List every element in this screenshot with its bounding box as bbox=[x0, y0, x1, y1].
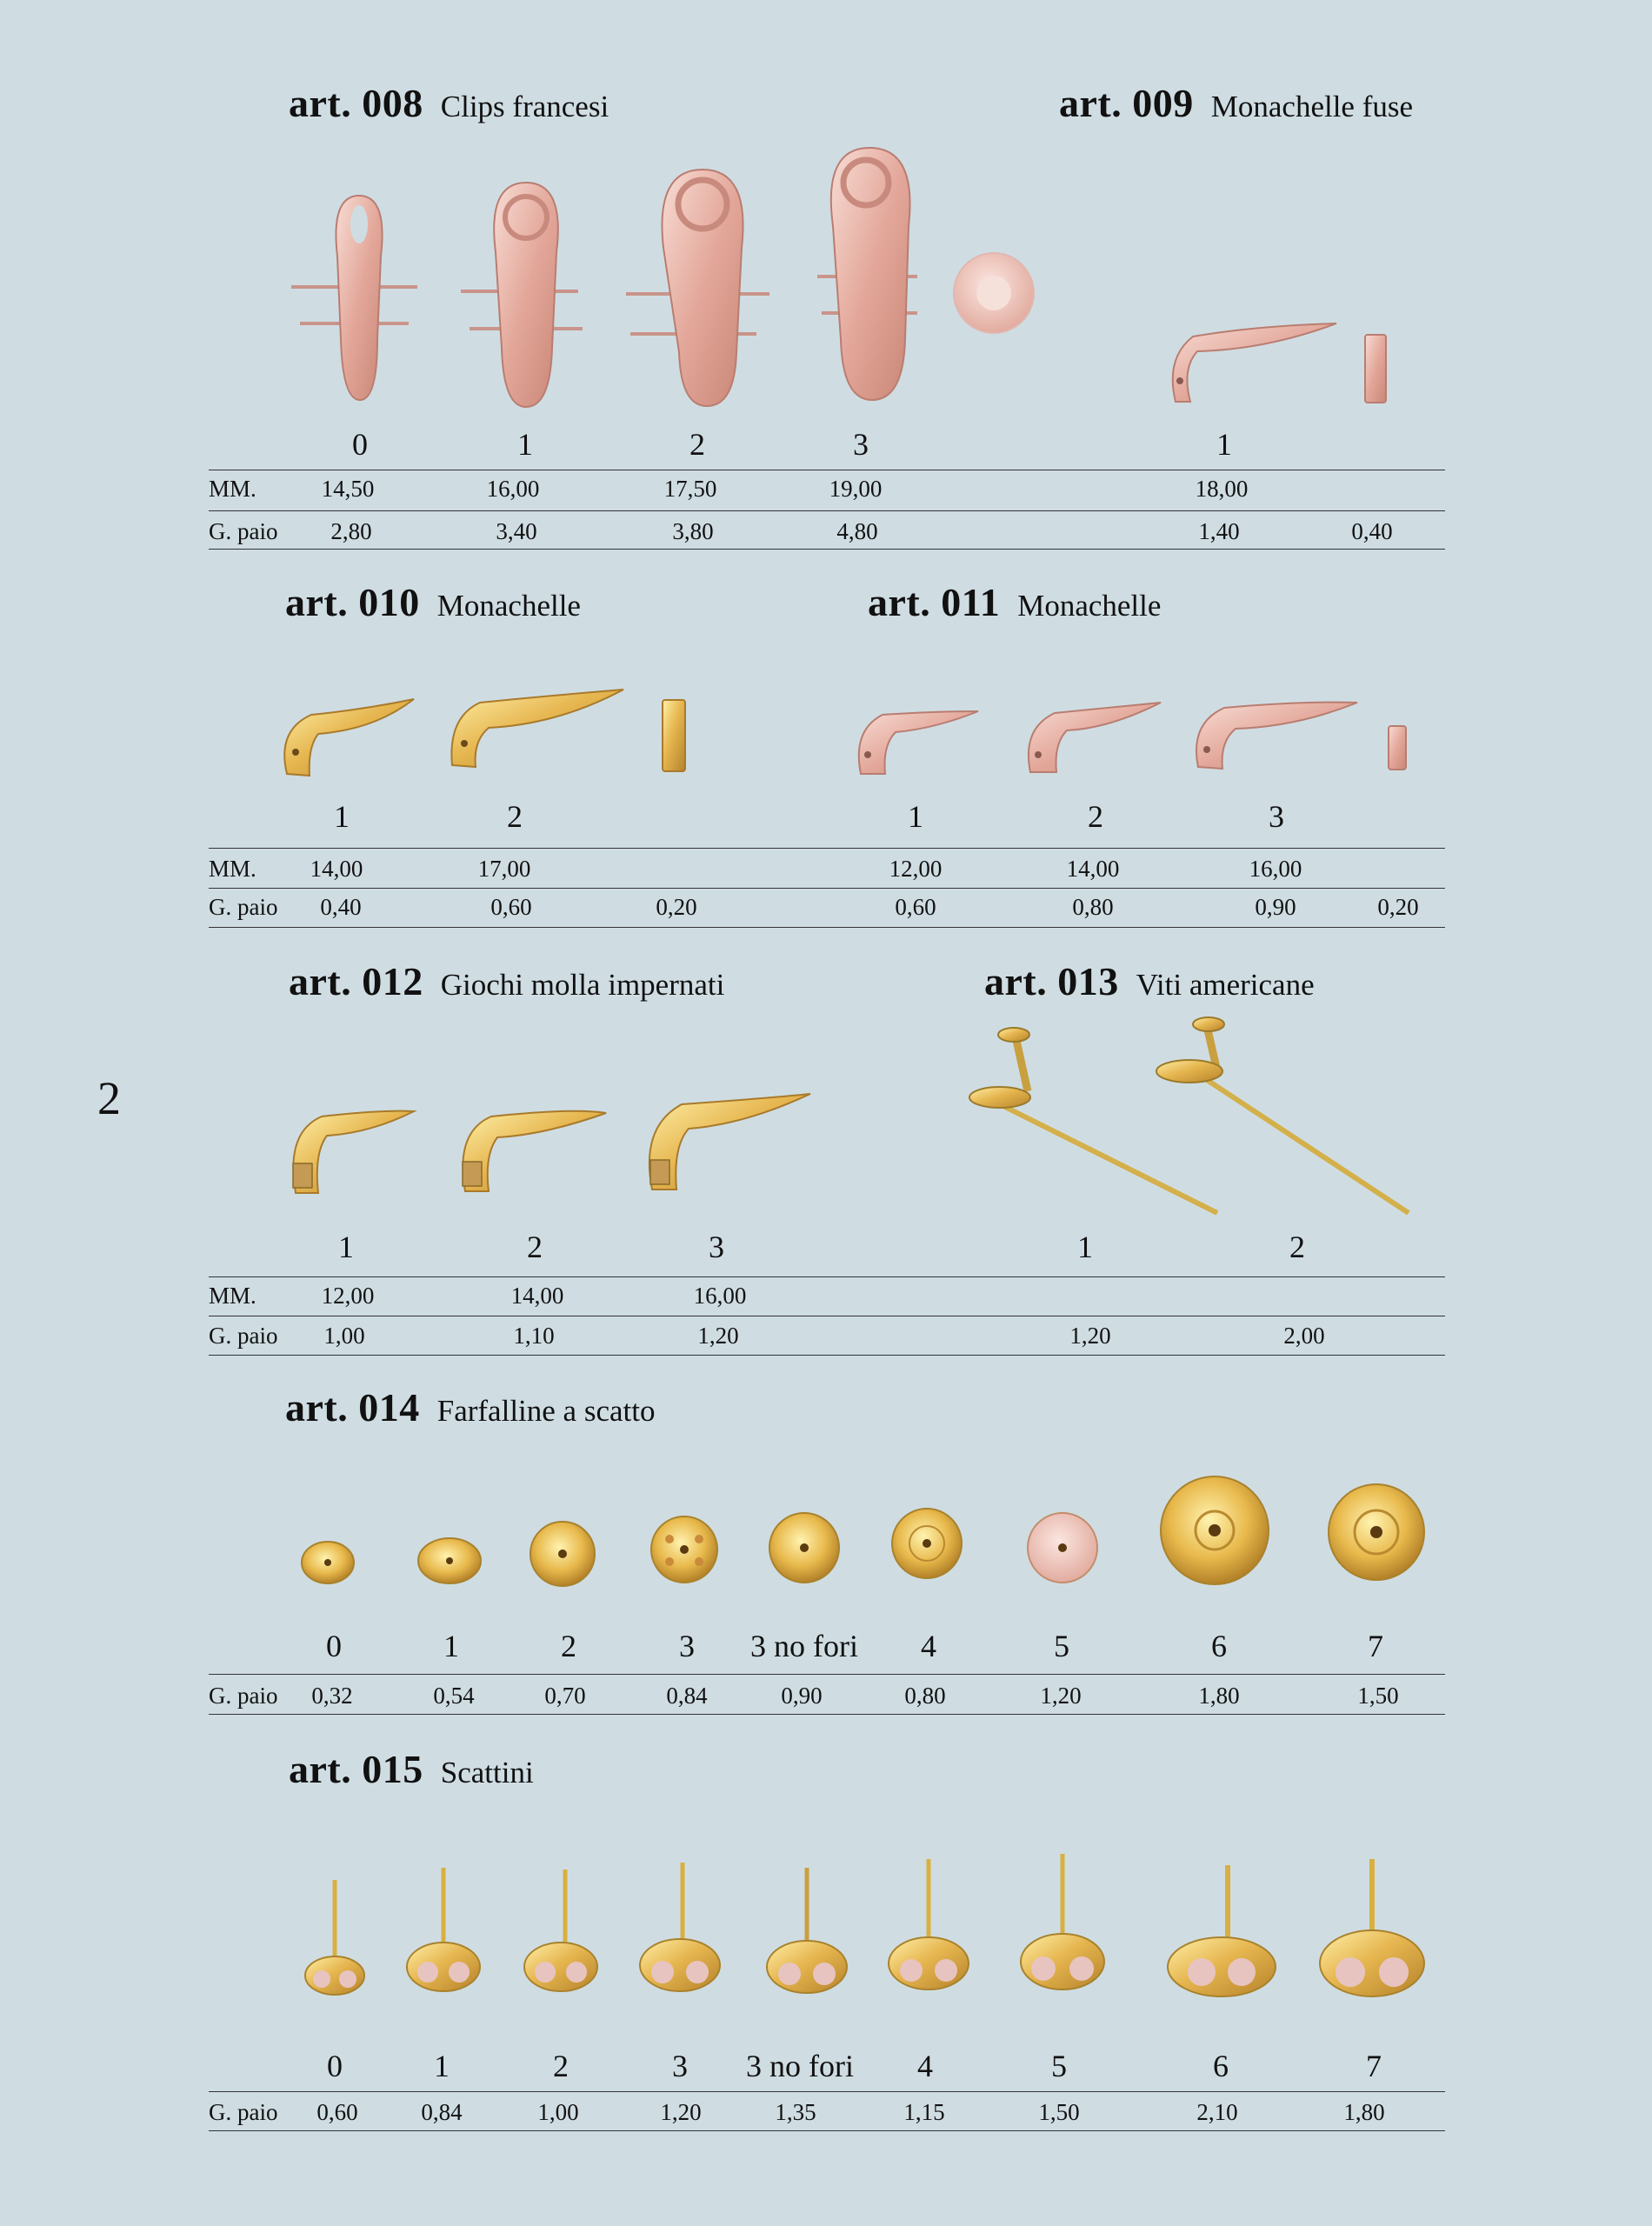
weight-value: 1,20 bbox=[1069, 1323, 1111, 1349]
clip-1-image bbox=[461, 183, 583, 407]
weight-value: 0,90 bbox=[781, 1683, 823, 1709]
weight-value: 2,00 bbox=[1283, 1323, 1325, 1349]
weight-value: 1,80 bbox=[1343, 2099, 1385, 2125]
mm-value: 19,00 bbox=[829, 476, 883, 502]
mm-value: 17,50 bbox=[663, 476, 717, 502]
section-title-art011 bbox=[868, 579, 1161, 625]
monachella-010-2-image bbox=[451, 690, 623, 767]
weight-value: 0,80 bbox=[904, 1683, 946, 1709]
monachella-011-1-image bbox=[859, 711, 978, 774]
weight-value: 0,60 bbox=[490, 894, 532, 920]
monachella-fusa-clasp-image bbox=[1365, 335, 1386, 403]
size-index: 1 bbox=[334, 799, 350, 834]
table-rule bbox=[209, 510, 1445, 511]
table-rule bbox=[209, 2091, 1445, 2092]
scattino-7-image bbox=[1320, 1859, 1424, 1996]
weight-value: 0,84 bbox=[666, 1683, 708, 1709]
weight-value: 0,40 bbox=[1351, 518, 1393, 544]
weight-value: 0,20 bbox=[656, 894, 697, 920]
weight-value: 0,84 bbox=[421, 2099, 463, 2125]
size-index: 4 bbox=[921, 1629, 936, 1663]
size-index: 2 bbox=[527, 1230, 543, 1264]
farfallina-5-image bbox=[1028, 1513, 1097, 1583]
size-index: 1 bbox=[443, 1629, 459, 1663]
table-rule bbox=[209, 1674, 1445, 1675]
size-index: 6 bbox=[1211, 1629, 1227, 1663]
monachella-fusa-1-image bbox=[1173, 323, 1336, 402]
weight-value: 1,40 bbox=[1198, 518, 1240, 544]
farfallina-3-image bbox=[651, 1516, 717, 1583]
section-title-art010 bbox=[285, 579, 581, 625]
mm-value: 14,00 bbox=[310, 856, 363, 882]
size-index: 2 bbox=[1088, 799, 1103, 834]
mm-value: 18,00 bbox=[1195, 476, 1249, 502]
mm-value: 16,00 bbox=[693, 1283, 747, 1309]
article-code: art. 012 bbox=[289, 959, 423, 1003]
scattino-2-image bbox=[524, 1869, 597, 1991]
mm-value: 12,00 bbox=[889, 856, 943, 882]
table-rule bbox=[209, 1276, 1445, 1277]
article-name: Farfalline a scatto bbox=[436, 1394, 656, 1428]
size-index: 7 bbox=[1368, 1629, 1383, 1663]
weight-value: 0,40 bbox=[320, 894, 362, 920]
mm-value: 16,00 bbox=[486, 476, 540, 502]
weight-value: 1,20 bbox=[1040, 1683, 1082, 1709]
gioco-molla-1-image bbox=[293, 1111, 414, 1193]
scattino-3-image bbox=[640, 1863, 720, 1991]
size-index: 1 bbox=[1216, 427, 1232, 462]
farfallina-4-image bbox=[892, 1509, 962, 1578]
scattino-3-no-fori-image bbox=[767, 1868, 847, 1993]
scattino-0-image bbox=[305, 1880, 364, 1995]
weight-value: 0,80 bbox=[1072, 894, 1114, 920]
size-index: 3 bbox=[709, 1230, 724, 1264]
mm-value: 12,00 bbox=[321, 1283, 375, 1309]
weight-value: 4,80 bbox=[836, 518, 878, 544]
size-index: 3 bbox=[672, 2049, 688, 2083]
weight-value: 1,10 bbox=[513, 1323, 555, 1349]
page-number: 2 bbox=[97, 1072, 121, 1124]
mm-value: 14,00 bbox=[1066, 856, 1120, 882]
mm-value: 14,00 bbox=[510, 1283, 564, 1309]
weight-value: 2,10 bbox=[1196, 2099, 1238, 2125]
table-rule bbox=[209, 2130, 1445, 2131]
size-index: 2 bbox=[553, 2049, 569, 2083]
section-title-art014 bbox=[285, 1384, 655, 1430]
size-index: 4 bbox=[917, 2049, 933, 2083]
section-title-art008 bbox=[289, 80, 609, 126]
size-index: 2 bbox=[1289, 1230, 1305, 1264]
article-code: art. 013 bbox=[984, 959, 1119, 1003]
weight-value: 0,70 bbox=[544, 1683, 586, 1709]
size-index: 0 bbox=[326, 1629, 342, 1663]
weight-value: 1,15 bbox=[903, 2099, 945, 2125]
weight-value: 1,80 bbox=[1198, 1683, 1240, 1709]
mm-value: 16,00 bbox=[1249, 856, 1302, 882]
weight-value: 3,80 bbox=[672, 518, 714, 544]
size-index: 3 bbox=[679, 1629, 695, 1663]
gioco-molla-2-image bbox=[463, 1111, 606, 1191]
weight-value: 1,20 bbox=[660, 2099, 702, 2125]
size-index: 3 bbox=[1269, 799, 1284, 834]
article-code: art. 008 bbox=[289, 81, 423, 125]
article-name: Giochi molla impernati bbox=[440, 968, 725, 1002]
mm-value: 14,50 bbox=[321, 476, 375, 502]
row-label-mm: MM. bbox=[209, 1283, 256, 1309]
size-index: 6 bbox=[1213, 2049, 1229, 2083]
article-name: Scattini bbox=[440, 1756, 534, 1789]
size-index: 5 bbox=[1054, 1629, 1069, 1663]
farfallina-6-image bbox=[1161, 1476, 1269, 1584]
weight-value: 2,80 bbox=[330, 518, 372, 544]
size-index: 7 bbox=[1366, 2049, 1382, 2083]
monachella-011-clasp-image bbox=[1389, 726, 1406, 770]
monachella-010-1-image bbox=[284, 699, 414, 776]
weight-value: 0,90 bbox=[1255, 894, 1296, 920]
article-code: art. 010 bbox=[285, 580, 420, 624]
gioco-molla-3-image bbox=[649, 1094, 810, 1190]
scattino-1-image bbox=[407, 1868, 480, 1991]
weight-value: 1,50 bbox=[1038, 2099, 1080, 2125]
article-name: Monachelle fuse bbox=[1210, 90, 1414, 123]
row-label-weight: G. paio bbox=[209, 894, 278, 920]
farfallina-0-image bbox=[302, 1542, 354, 1583]
size-index: 1 bbox=[338, 1230, 354, 1264]
monachella-010-clasp-image bbox=[663, 700, 685, 771]
clip-3-image bbox=[817, 148, 917, 400]
monachella-011-3-image bbox=[1196, 703, 1357, 769]
size-index: 5 bbox=[1051, 2049, 1067, 2083]
clip-0-image bbox=[291, 196, 417, 400]
monachella-011-2-image bbox=[1029, 703, 1161, 772]
article-code: art. 014 bbox=[285, 1385, 420, 1430]
article-name: Viti americane bbox=[1136, 968, 1315, 1002]
size-index: 2 bbox=[507, 799, 523, 834]
weight-value: 3,40 bbox=[496, 518, 537, 544]
weight-value: 0,54 bbox=[433, 1683, 475, 1709]
weight-value: 0,60 bbox=[895, 894, 936, 920]
table-rule bbox=[209, 1355, 1445, 1356]
section-title-art012 bbox=[289, 958, 724, 1004]
table-rule bbox=[209, 1714, 1445, 1715]
farfallina-7-image bbox=[1329, 1484, 1424, 1580]
article-code: art. 015 bbox=[289, 1747, 423, 1791]
weight-value: 1,35 bbox=[775, 2099, 816, 2125]
farfallina-1-image bbox=[418, 1538, 481, 1583]
farfallina-3-no-fori-image bbox=[769, 1513, 839, 1583]
scattino-5-image bbox=[1021, 1854, 1104, 1989]
row-label-weight: G. paio bbox=[209, 1323, 278, 1349]
size-index: 3 no fori bbox=[750, 1629, 858, 1663]
weight-value: 1,20 bbox=[697, 1323, 739, 1349]
weight-value: 1,00 bbox=[537, 2099, 579, 2125]
article-code: art. 009 bbox=[1059, 81, 1194, 125]
size-index: 3 bbox=[853, 427, 869, 462]
weight-value: 0,20 bbox=[1377, 894, 1419, 920]
size-index: 1 bbox=[434, 2049, 450, 2083]
size-index: 3 no fori bbox=[746, 2049, 854, 2083]
size-index: 2 bbox=[561, 1629, 576, 1663]
table-rule bbox=[209, 549, 1445, 550]
weight-value: 0,32 bbox=[311, 1683, 353, 1709]
size-index: 0 bbox=[352, 427, 368, 462]
farfallina-2-image bbox=[530, 1522, 595, 1586]
scattino-6-image bbox=[1168, 1865, 1276, 1996]
vite-americana-2-image bbox=[1156, 1017, 1409, 1213]
clip-cap-image bbox=[954, 253, 1034, 333]
weight-value: 0,60 bbox=[316, 2099, 358, 2125]
section-title-art009 bbox=[1059, 80, 1413, 126]
mm-value: 17,00 bbox=[477, 856, 531, 882]
vite-americana-1-image bbox=[969, 1028, 1217, 1213]
weight-value: 1,00 bbox=[323, 1323, 365, 1349]
article-name: Monachelle bbox=[1017, 589, 1162, 623]
row-label-weight: G. paio bbox=[209, 518, 278, 544]
section-title-art015 bbox=[289, 1746, 534, 1792]
table-rule bbox=[209, 927, 1445, 928]
article-code: art. 011 bbox=[868, 580, 1001, 624]
article-name: Clips francesi bbox=[440, 90, 610, 123]
size-index: 0 bbox=[327, 2049, 343, 2083]
row-label-weight: G. paio bbox=[209, 2099, 278, 2125]
size-index: 1 bbox=[517, 427, 533, 462]
scattino-4-image bbox=[889, 1859, 969, 1989]
section-title-art013 bbox=[984, 958, 1315, 1004]
table-rule bbox=[209, 888, 1445, 889]
weight-value: 1,50 bbox=[1357, 1683, 1399, 1709]
size-index: 2 bbox=[689, 427, 705, 462]
table-rule bbox=[209, 848, 1445, 849]
row-label-mm: MM. bbox=[209, 856, 256, 882]
size-index: 1 bbox=[1077, 1230, 1093, 1264]
row-label-mm: MM. bbox=[209, 476, 256, 502]
article-name: Monachelle bbox=[436, 589, 581, 623]
size-index: 1 bbox=[908, 799, 923, 834]
row-label-weight: G. paio bbox=[209, 1683, 278, 1709]
clip-2-image bbox=[626, 170, 769, 406]
